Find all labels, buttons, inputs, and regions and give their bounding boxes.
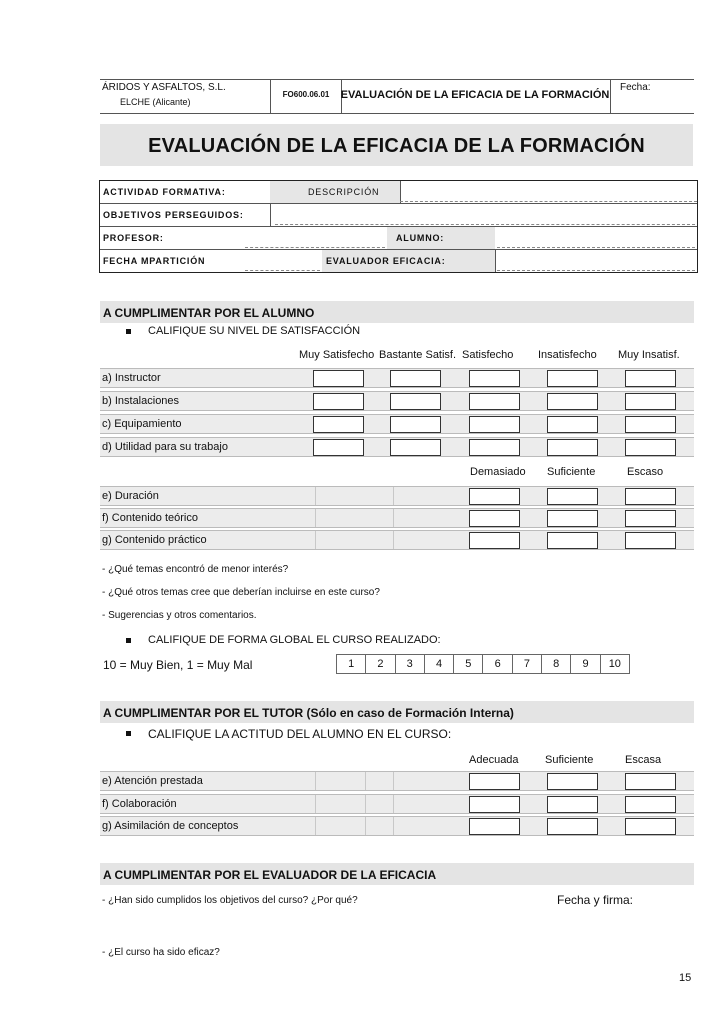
section-alumno-title: A CUMPLIMENTAR POR EL ALUMNO (100, 301, 694, 323)
question-sugerencias: - Sugerencias y otros comentarios. (102, 610, 257, 621)
col-escaso: Escaso (627, 466, 664, 478)
row-label: d) Utilidad para su trabajo (102, 441, 228, 453)
evaluador-field[interactable] (497, 270, 695, 271)
checkbox-satisfecho[interactable] (469, 393, 520, 410)
company-name: ÁRIDOS Y ASFALTOS, S.L. (102, 82, 226, 93)
checkbox-muy-satisfecho[interactable] (313, 416, 364, 433)
checkbox-satisfecho[interactable] (469, 416, 520, 433)
row-label: e) Duración (102, 490, 159, 502)
question-menor-interes: - ¿Qué temas encontró de menor interés? (102, 564, 289, 575)
row-label: b) Instalaciones (102, 395, 180, 407)
col-muy-satisfecho: Muy Satisfecho (299, 349, 375, 361)
col-bastante-satisf: Bastante Satisf. (379, 349, 457, 361)
page-number: 15 (679, 972, 692, 984)
checkbox-demasiado[interactable] (469, 532, 520, 549)
row-contenido-teorico (100, 508, 694, 528)
profesor-field[interactable] (245, 247, 385, 248)
row-objetivos (100, 204, 697, 227)
section-evaluador-title: A CUMPLIMENTAR POR EL EVALUADOR DE LA EFICACIA (100, 863, 694, 885)
checkbox-suficiente[interactable] (547, 510, 598, 527)
actividad-label: ACTIVIDAD FORMATIVA: (103, 187, 226, 197)
row-asimilacion (100, 816, 694, 836)
company-location: ELCHE (Alicante) (120, 97, 191, 107)
checkbox-adecuada[interactable] (469, 796, 520, 813)
row-equipamiento (100, 414, 694, 434)
objetivos-field[interactable] (275, 224, 695, 225)
scale-legend: 10 = Muy Bien, 1 = Muy Mal (103, 658, 253, 672)
page-title: EVALUACIÓN DE LA EFICACIA DE LA FORMACIÓN (100, 124, 693, 166)
checkbox-muy-satisfecho[interactable] (313, 393, 364, 410)
descripcion-label: DESCRIPCIÓN (308, 187, 380, 197)
checkbox-muy-insatisf[interactable] (625, 416, 676, 433)
course-info-table (99, 180, 698, 273)
checkbox-escaso[interactable] (625, 488, 676, 505)
checkbox-bastante-satisf[interactable] (390, 416, 441, 433)
rating-6[interactable]: 6 (483, 655, 512, 673)
firma-label: Fecha y firma: (557, 893, 634, 907)
checkbox-escaso[interactable] (625, 510, 676, 527)
row-fecha (100, 250, 697, 272)
checkbox-insatisfecho[interactable] (547, 370, 598, 387)
objetivos-label: OBJETIVOS PERSEGUIDOS: (103, 210, 244, 220)
row-actividad (100, 181, 697, 204)
checkbox-adecuada[interactable] (469, 773, 520, 790)
checkbox-muy-insatisf[interactable] (625, 393, 676, 410)
evaluador-label: EVALUADOR EFICACIA: (326, 256, 446, 266)
document-header (100, 79, 694, 114)
row-label: g) Contenido práctico (102, 534, 207, 546)
bullet-actitud-text: CALIFIQUE LA ACTITUD DEL ALUMNO EN EL CURSO: (148, 727, 452, 741)
checkbox-insatisfecho[interactable] (547, 393, 598, 410)
checkbox-muy-satisfecho[interactable] (313, 370, 364, 387)
rating-1[interactable]: 1 (337, 655, 366, 673)
row-label: c) Equipamiento (102, 418, 182, 430)
col-suficiente-tutor: Suficiente (545, 754, 594, 766)
row-profesor (100, 227, 697, 250)
checkbox-escasa[interactable] (625, 773, 676, 790)
checkbox-demasiado[interactable] (469, 510, 520, 527)
row-instructor (100, 368, 694, 388)
checkbox-muy-insatisf[interactable] (625, 370, 676, 387)
row-label: g) Asimilación de conceptos (102, 820, 239, 832)
bullet-satisfaccion-text: CALIFIQUE SU NIVEL DE SATISFACCIÓN (148, 325, 361, 337)
rating-2[interactable]: 2 (366, 655, 395, 673)
row-colaboracion (100, 794, 694, 814)
checkbox-insatisfecho[interactable] (547, 439, 598, 456)
fecha-label: FECHA MPARTICIÓN (103, 256, 206, 266)
col-escasa: Escasa (625, 754, 662, 766)
rating-8[interactable]: 8 (542, 655, 571, 673)
bullet-global-text: CALIFIQUE DE FORMA GLOBAL EL CURSO REALIZADO: (148, 634, 441, 646)
rating-scale (336, 654, 630, 674)
checkbox-bastante-satisf[interactable] (390, 370, 441, 387)
col-insatisfecho: Insatisfecho (538, 349, 597, 361)
checkbox-muy-insatisf[interactable] (625, 439, 676, 456)
section-tutor-title: A CUMPLIMENTAR POR EL TUTOR (Sólo en caso de Formación Interna) (100, 701, 694, 723)
checkbox-suficiente[interactable] (547, 532, 598, 549)
checkbox-escasa[interactable] (625, 796, 676, 813)
company-block (100, 80, 270, 113)
rating-5[interactable]: 5 (454, 655, 483, 673)
row-label: a) Instructor (102, 372, 161, 384)
checkbox-suficiente[interactable] (547, 818, 598, 835)
checkbox-satisfecho[interactable] (469, 439, 520, 456)
checkbox-escaso[interactable] (625, 532, 676, 549)
checkbox-suficiente[interactable] (547, 796, 598, 813)
checkbox-suficiente[interactable] (547, 488, 598, 505)
rating-3[interactable]: 3 (396, 655, 425, 673)
col-muy-insatisf: Muy Insatisf. (618, 349, 680, 361)
checkbox-insatisfecho[interactable] (547, 416, 598, 433)
checkbox-muy-satisfecho[interactable] (313, 439, 364, 456)
checkbox-bastante-satisf[interactable] (390, 393, 441, 410)
row-label: e) Atención prestada (102, 775, 203, 787)
row-contenido-practico (100, 530, 694, 550)
col-demasiado: Demasiado (470, 466, 526, 478)
row-label: f) Contenido teórico (102, 512, 198, 524)
checkbox-suficiente[interactable] (547, 773, 598, 790)
date-label: Fecha: (620, 82, 651, 93)
date-cell[interactable] (610, 80, 694, 113)
row-utilidad (100, 437, 694, 457)
row-atencion (100, 771, 694, 791)
checkbox-demasiado[interactable] (469, 488, 520, 505)
checkbox-satisfecho[interactable] (469, 370, 520, 387)
question-objetivos-cumplidos: - ¿Han sido cumplidos los objetivos del curso? ¿Por qué? (102, 895, 358, 906)
question-curso-eficaz: - ¿El curso ha sido eficaz? (102, 947, 220, 958)
rating-4[interactable]: 4 (425, 655, 454, 673)
header-title: EVALUACIÓN DE LA EFICACIA DE LA FORMACIÓN (340, 80, 611, 113)
row-instalaciones (100, 391, 694, 411)
checkbox-adecuada[interactable] (469, 818, 520, 835)
checkbox-escasa[interactable] (625, 818, 676, 835)
alumno-field[interactable] (497, 247, 695, 248)
rating-10[interactable]: 10 (608, 658, 621, 670)
row-label: f) Colaboración (102, 798, 177, 810)
rating-9[interactable]: 9 (571, 655, 600, 673)
col-satisfecho: Satisfecho (462, 349, 514, 361)
descripcion-field[interactable] (400, 201, 697, 202)
rating-7[interactable]: 7 (513, 655, 542, 673)
col-suficiente: Suficiente (547, 466, 596, 478)
alumno-label: ALUMNO: (396, 233, 445, 243)
checkbox-bastante-satisf[interactable] (390, 439, 441, 456)
question-otros-temas: - ¿Qué otros temas cree que deberían incluirse en este curso? (102, 587, 380, 598)
profesor-label: PROFESOR: (103, 233, 164, 243)
fecha-field[interactable] (245, 270, 320, 271)
row-duracion (100, 486, 694, 506)
col-adecuada: Adecuada (469, 754, 519, 766)
form-code: FO600.06.01 (270, 80, 342, 113)
